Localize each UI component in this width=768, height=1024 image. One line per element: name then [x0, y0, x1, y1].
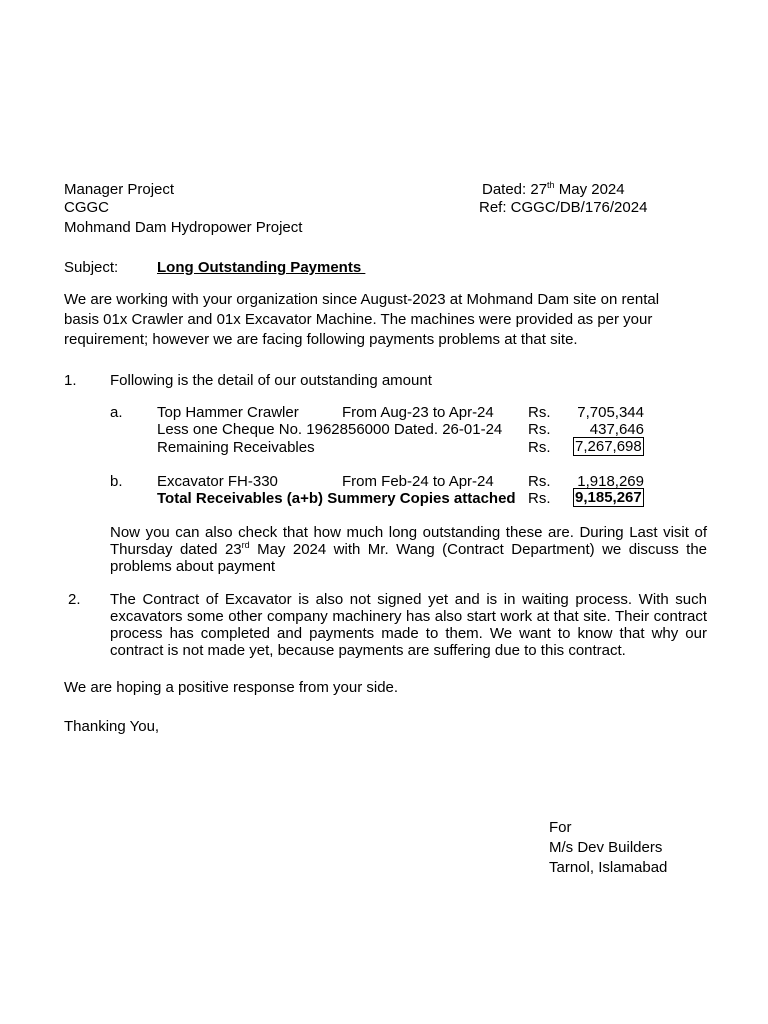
total-description: Total Receivables (a+b) Summery Copies attached: [157, 490, 516, 507]
followup-suffix: rd: [241, 540, 250, 550]
item-a-period: From Aug-23 to Apr-24: [342, 404, 494, 421]
followup-text-1: Now you can also check that how much long outstanding these are. During Last visit of Thursday dated 23: [110, 524, 707, 558]
reference-number: Ref: CGGC/DB/176/2024: [479, 199, 648, 216]
item-b-label: b.: [110, 473, 123, 490]
date-rest: May 2024: [554, 181, 625, 198]
remaining-amount: 7,267,698: [575, 438, 642, 455]
remaining-amount-box: [573, 438, 644, 456]
recipient-project: Mohmand Dam Hydropower Project: [64, 219, 303, 236]
closing-hope: We are hoping a positive response from your side.: [64, 679, 399, 696]
item-b-description: Excavator FH-330: [157, 473, 278, 490]
item-b-period: From Feb-24 to Apr-24: [342, 473, 494, 490]
cheque-amount: 437,646: [589, 421, 644, 438]
remaining-currency: Rs.: [528, 439, 551, 456]
remaining-description: Remaining Receivables: [157, 439, 315, 456]
recipient-org: CGGC: [64, 199, 109, 216]
item-a-label: a.: [110, 404, 123, 421]
signature-company: M/s Dev Builders: [549, 839, 663, 856]
item-a-amount: 7,705,344: [577, 404, 644, 421]
total-amount: 9,185,267: [575, 489, 642, 506]
letter-date: [482, 181, 625, 199]
item-a-description: Top Hammer Crawler: [157, 404, 299, 421]
point-2-number: 2.: [68, 591, 81, 608]
date-label: Dated: 27: [482, 181, 548, 198]
recipient-title: Manager Project: [64, 181, 175, 198]
item-a-currency: Rs.: [528, 404, 551, 421]
subject-label: Subject:: [64, 259, 119, 276]
total-amount-box: [573, 489, 644, 507]
signature-for: For: [549, 819, 572, 836]
total-currency: Rs.: [528, 490, 551, 507]
point-2-paragraph: The Contract of Excavator is also not signed yet and is in waiting process. With such excavators some other company machinery has also start work at that site. Their contract process has completed and payments made to them. We want to know that why our contract is not made yet, because payments are suffering due to this contract.: [110, 591, 707, 659]
cheque-description: Less one Cheque No. 1962856000 Dated. 26-01-24: [157, 421, 503, 438]
item-b-currency: Rs.: [528, 473, 551, 490]
followup-text-2: May 2024 with Mr. Wang (Contract Department) we discuss the problems about payment: [110, 541, 707, 575]
closing-thanks: Thanking You,: [64, 718, 160, 735]
date-suffix: th: [547, 180, 555, 190]
signature-location: Tarnol, Islamabad: [549, 859, 668, 876]
item-b-amount: 1,918,269: [577, 473, 644, 490]
intro-paragraph: We are working with your organization since August-2023 at Mohmand Dam site on rental basis 01x Crawler and 01x Excavator Machine. The machines were provided as per your requirement; however we are facing following payments problems at that site.: [64, 291, 660, 348]
point-1-heading: Following is the detail of our outstanding amount: [110, 372, 432, 389]
cheque-currency: Rs.: [528, 421, 551, 438]
point-1-number: 1.: [64, 372, 77, 389]
followup-paragraph: [110, 524, 707, 575]
subject-text: Long Outstanding Payments: [157, 259, 366, 276]
